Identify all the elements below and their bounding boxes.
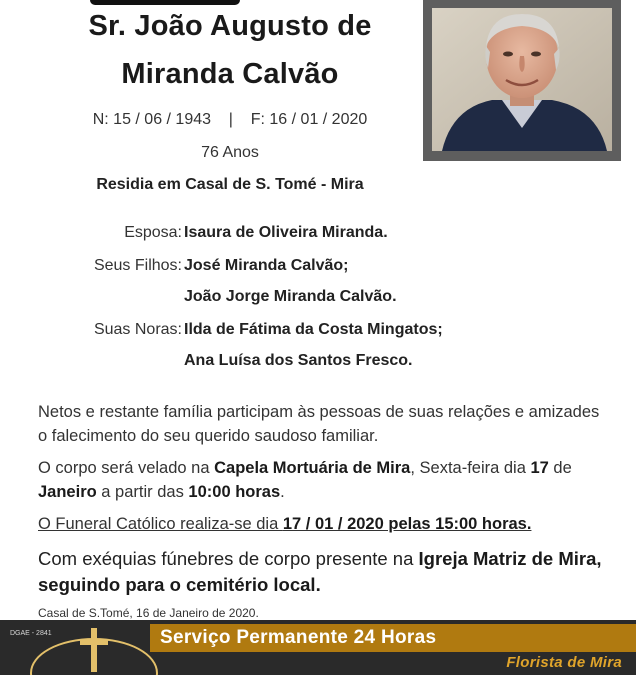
portrait-photo — [432, 8, 612, 151]
portrait-frame — [423, 0, 621, 161]
age: 76 Anos — [201, 144, 259, 161]
family-announcement-paragraph: Netos e restante família participam às pessoas de suas relações e amizades o falecimento do seu querido saudoso familiar. — [38, 403, 600, 445]
place-and-date: Casal de S.Tomé, 16 de Janeiro de 2020. — [38, 606, 259, 620]
service-banner-text: Serviço Permanente 24 Horas — [160, 627, 437, 648]
spouse-label: Esposa: — [124, 224, 182, 241]
license-code: DGAE - 2841 — [10, 630, 52, 637]
exequies-paragraph: Com exéquias fúnebres de corpo presente na Igreja Matriz de Mira, seguindo para o cemitério local. — [38, 548, 602, 595]
child-name-1: José Miranda Calvão; — [184, 257, 349, 274]
children-label: Seus Filhos: — [93, 257, 182, 274]
residence: Residia em Casal de S. Tomé - Mira — [96, 176, 364, 193]
cross-icon — [72, 626, 116, 675]
footer-banner-area — [0, 620, 636, 675]
deceased-name-line2: Miranda Calvão — [121, 58, 339, 90]
top-decorative-bar — [90, 0, 240, 5]
child-name-2: João Jorge Miranda Calvão. — [184, 288, 397, 305]
wake-paragraph: O corpo será velado na Capela Mortuária de Mira, Sexta-feira dia 17 de Janeiro a partir das 10:00 horas. — [38, 459, 572, 501]
daughter-in-law-name-1: Ilda de Fátima da Costa Mingatos; — [184, 321, 443, 338]
birth-death-dates: N: 15 / 06 / 1943 | F: 16 / 01 / 2020 — [92, 111, 368, 128]
florist-name: Florista de Mira — [506, 654, 622, 671]
deceased-name-line1: Sr. João Augusto de — [88, 10, 372, 42]
daughter-in-law-name-2: Ana Luísa dos Santos Fresco. — [184, 352, 413, 369]
funeral-paragraph: O Funeral Católico realiza-se dia 17 / 01 / 2020 pelas 15:00 horas. — [38, 515, 532, 533]
spouse-name: Isaura de Oliveira Miranda. — [184, 224, 388, 241]
daughters-in-law-label: Suas Noras: — [93, 321, 182, 338]
